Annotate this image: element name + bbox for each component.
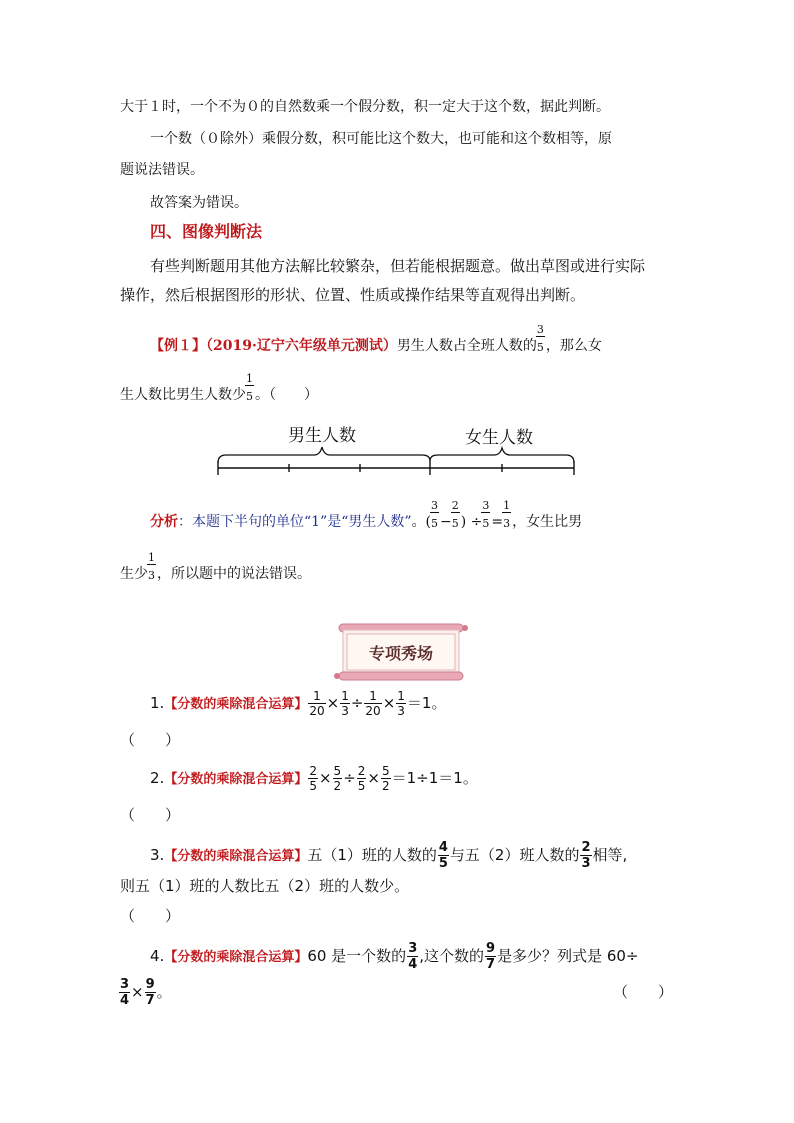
q1-fraction-1: $\frac{1}{20}$ xyxy=(309,689,325,718)
q4-tag: 【分数的乘除混合运算】 xyxy=(164,950,308,965)
q2-answer-parens[interactable]: （ ） xyxy=(120,806,181,824)
analysis-minus: − xyxy=(440,514,452,530)
analysis-line-2 xyxy=(120,551,311,584)
q1-fraction-4: $\frac{1}{3}$ xyxy=(397,689,405,718)
example-source: （2019·辽宁六年级单元测试） xyxy=(206,338,397,354)
analysis-line-1 xyxy=(150,499,583,532)
analysis-text-c: 。( xyxy=(411,514,432,530)
q3-line-2: 则五（1）班的人数比五（2）班的人数少。 xyxy=(120,877,410,895)
q3-tag: 【分数的乘除混合运算】 xyxy=(164,849,308,864)
question-4-line-1 xyxy=(150,942,639,971)
example-line-2 xyxy=(120,372,318,405)
analysis-fraction-2: $\frac{2}{5}$ xyxy=(451,499,459,530)
q2-op3: × xyxy=(367,769,380,787)
analysis-text-d: ) ÷ xyxy=(460,514,483,530)
q2-number: 2. xyxy=(150,769,165,787)
brace-boys xyxy=(218,447,430,463)
intro-line-2: 一个数（０除外）乘假分数，积可能比这个数大，也可能和这个数相等，原 xyxy=(150,131,612,147)
example-text-a: 男生人数占全班人数的 xyxy=(396,338,537,354)
q2-fraction-3: $\frac{2}{5}$ xyxy=(357,764,366,793)
q2-op1: × xyxy=(318,769,332,787)
q1-op1: × xyxy=(326,694,340,712)
example-text-c: 生人数比男生人数少 xyxy=(120,387,246,403)
section-paragraph-1: 有些判断题用其他方法解比较繁杂，但若能根据题意。做出草图或进行实际 xyxy=(150,257,646,275)
section-heading: 四、图像判断法 xyxy=(150,222,263,241)
question-1 xyxy=(150,690,446,717)
analysis-text-b: 是 xyxy=(327,514,342,530)
q2-tag: 【分数的乘除混合运算】 xyxy=(164,772,308,787)
analysis-quote-b: “男生人数” xyxy=(341,514,412,530)
example-text-d: 。（ ） xyxy=(255,387,318,403)
q4-fraction-3: $\frac{3}{4}$ xyxy=(120,977,130,1008)
analysis-text-f: 生少 xyxy=(120,566,148,582)
example-fraction-a: $\frac{3}{5}$ xyxy=(536,323,544,354)
analysis-text-g: ，所以题中的说法错误。 xyxy=(157,566,311,582)
q1-op3: × xyxy=(382,694,396,712)
q3-text-a: 五（1）班的人数的 xyxy=(307,846,437,864)
segment-diagram xyxy=(210,415,580,477)
analysis-text-e: ，女生比男 xyxy=(512,514,583,530)
q3-number: 3. xyxy=(150,846,165,864)
q2-op2: ÷ xyxy=(343,769,356,787)
analysis-text-a: ：本题下半句的单位 xyxy=(178,514,304,530)
q2-fraction-2: $\frac{5}{2}$ xyxy=(333,764,342,793)
q4-text-d: 。 xyxy=(156,983,172,1001)
q4-number: 4. xyxy=(150,947,165,965)
analysis-eq: = xyxy=(491,514,504,530)
q3-fraction-2: $\frac{2}{3}$ xyxy=(581,840,591,871)
example-text-b: ，那么女 xyxy=(545,338,602,354)
q3-answer-parens[interactable]: （ ） xyxy=(120,907,181,925)
brace-girls xyxy=(430,448,574,463)
banner-title: 专项秀场 xyxy=(368,644,434,663)
analysis-fraction-4: $\frac{1}{3}$ xyxy=(503,499,511,530)
q1-answer-parens[interactable]: （ ） xyxy=(120,731,181,749)
q3-fraction-1: $\frac{4}{5}$ xyxy=(438,840,448,871)
section-paragraph-2: 操作，然后根据图形的形状、位置、性质或操作结果等直观得出判断。 xyxy=(120,286,586,304)
q4-fraction-2: $\frac{9}{7}$ xyxy=(486,941,496,972)
q4-fraction-4: $\frac{9}{7}$ xyxy=(145,977,155,1008)
diagram-label-girls: 女生人数 xyxy=(465,428,533,448)
q1-op2: ÷ xyxy=(350,694,364,712)
q4-text-c: 是多少？列式是 60÷ xyxy=(497,947,639,965)
analysis-fraction-3: $\frac{3}{5}$ xyxy=(482,499,490,530)
q1-number: 1. xyxy=(150,694,165,712)
q4-text-a: 60 是一个数的 xyxy=(307,947,407,965)
question-2 xyxy=(150,765,478,792)
q1-tail: ＝1。 xyxy=(406,694,447,712)
q4-op: × xyxy=(131,983,144,1001)
intro-line-3: 题说法错误。 xyxy=(120,162,204,178)
q4-fraction-1: $\frac{3}{4}$ xyxy=(408,941,418,972)
q1-fraction-2: $\frac{1}{3}$ xyxy=(341,689,349,718)
analysis-quote-a: “1” xyxy=(304,514,328,530)
analysis-label: 分析 xyxy=(150,514,178,530)
question-4-line-2 xyxy=(118,978,172,1007)
analysis-fraction-1: $\frac{3}{5}$ xyxy=(431,499,439,530)
example-line-1 xyxy=(150,323,602,356)
section-banner xyxy=(333,622,469,682)
example-tag: 【例１】 xyxy=(150,338,206,354)
q4-text-b: ,这个数的 xyxy=(419,947,485,965)
q2-tail: ＝1÷1＝1。 xyxy=(391,769,478,787)
diagram-label-boys: 男生人数 xyxy=(288,426,356,446)
analysis-fraction-5: $\frac{1}{3}$ xyxy=(148,551,155,582)
q3-text-b: 与五（2）班人数的 xyxy=(449,846,580,864)
q1-tag: 【分数的乘除混合运算】 xyxy=(164,697,308,712)
question-3-line-1 xyxy=(150,841,627,870)
intro-line-4: 故答案为错误。 xyxy=(150,195,248,211)
intro-line-1: 大于１时，一个不为０的自然数乘一个假分数，积一定大于这个数，据此判断。 xyxy=(120,99,610,115)
q2-fraction-1: $\frac{2}{5}$ xyxy=(309,764,317,793)
q4-answer-parens[interactable]: （ ） xyxy=(613,983,674,1001)
q2-fraction-4: $\frac{5}{2}$ xyxy=(381,764,390,793)
q3-text-c: 相等, xyxy=(592,846,628,864)
example-fraction-b: $\frac{1}{5}$ xyxy=(246,372,253,403)
q1-fraction-3: $\frac{1}{20}$ xyxy=(365,689,381,718)
